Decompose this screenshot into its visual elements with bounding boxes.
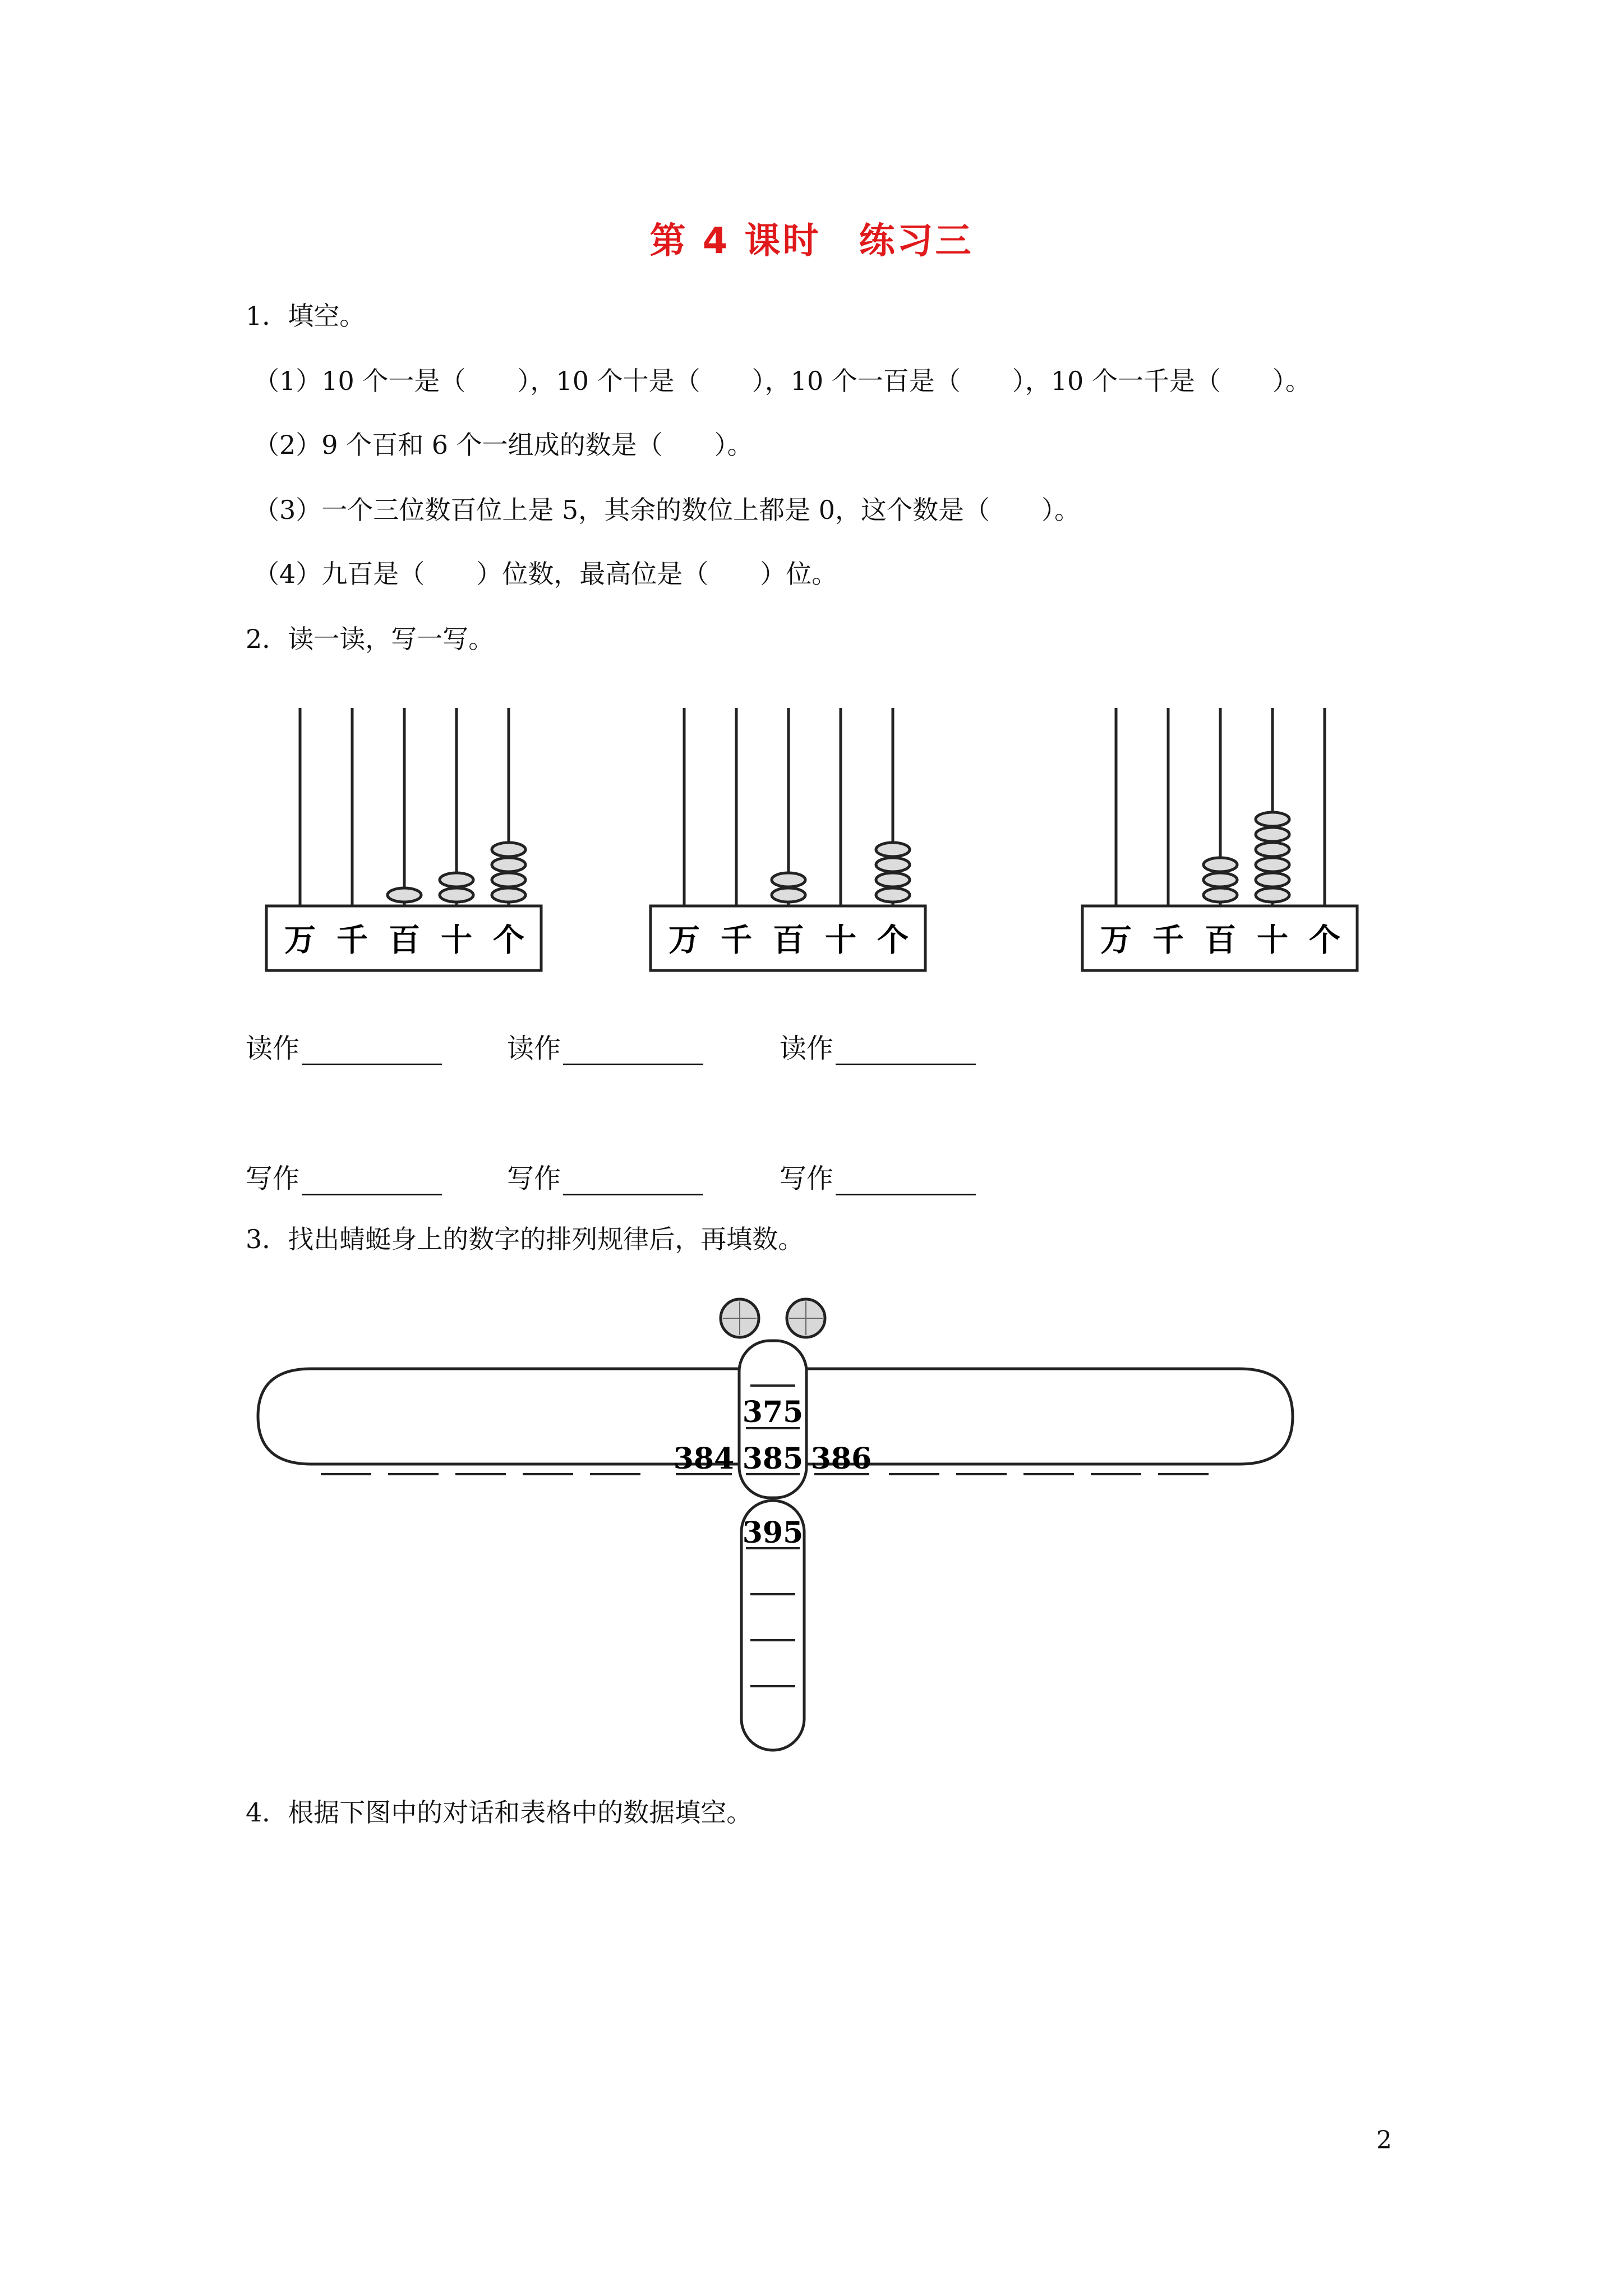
q1-item-2: （2）9 个百和 6 个一组成的数是（ ）。 bbox=[253, 430, 753, 460]
number-bottom: 395 bbox=[742, 1516, 804, 1550]
write-label-2: 写作 bbox=[507, 1157, 703, 1195]
place-label: 十 bbox=[441, 922, 472, 959]
read-blank-3[interactable] bbox=[836, 1039, 976, 1065]
read-label-1: 读作 bbox=[246, 1027, 442, 1065]
place-label: 十 bbox=[825, 922, 856, 959]
abacus-bead bbox=[876, 843, 910, 857]
q1-heading: 1．填空。 bbox=[246, 301, 366, 331]
abacus-bead bbox=[1256, 812, 1289, 826]
abacus-bead bbox=[1204, 888, 1237, 902]
abacus-bead bbox=[388, 888, 421, 902]
place-label: 万 bbox=[668, 922, 700, 959]
write-label-1: 写作 bbox=[246, 1157, 442, 1195]
page-number: 2 bbox=[1376, 2126, 1392, 2155]
dragonfly-diagram bbox=[0, 1279, 1623, 1773]
q4-heading: 4．根据下图中的对话和表格中的数据填空。 bbox=[246, 1797, 753, 1828]
abacus-bead bbox=[1256, 888, 1289, 902]
abacus-bead bbox=[772, 888, 805, 902]
abacus-bead bbox=[1204, 873, 1237, 887]
q1-item-4: （4）九百是（ ）位数，最高位是（ ）位。 bbox=[253, 559, 838, 589]
place-label: 百 bbox=[389, 922, 420, 959]
place-label: 百 bbox=[773, 922, 804, 959]
place-label: 个 bbox=[1309, 922, 1340, 959]
read-label-3: 读作 bbox=[780, 1027, 976, 1065]
abacus-2 bbox=[651, 708, 925, 970]
place-label: 万 bbox=[284, 922, 316, 959]
abacus-bead bbox=[1256, 827, 1289, 841]
place-label: 个 bbox=[877, 922, 909, 959]
write-blank-3[interactable] bbox=[836, 1169, 976, 1195]
q3-heading: 3．找出蜻蜓身上的数字的排列规律后，再填数。 bbox=[246, 1224, 804, 1254]
abacus-bead bbox=[1256, 858, 1289, 872]
place-label: 个 bbox=[493, 922, 524, 959]
read-blank-1[interactable] bbox=[302, 1039, 442, 1065]
abacus-bead bbox=[1256, 873, 1289, 887]
write-label-3: 写作 bbox=[780, 1157, 976, 1195]
place-label: 千 bbox=[336, 922, 368, 959]
read-label-2: 读作 bbox=[507, 1027, 703, 1065]
abacus-bead bbox=[440, 873, 473, 887]
abacus-bead bbox=[1204, 858, 1237, 872]
dragonfly-wing-right bbox=[806, 1369, 1293, 1464]
write-blank-1[interactable] bbox=[302, 1169, 442, 1195]
abacus-1 bbox=[266, 708, 541, 970]
page-title: 第 4 课时 练习三 bbox=[649, 220, 974, 262]
q2-heading: 2．读一读，写一写。 bbox=[246, 624, 495, 654]
abacus-bead bbox=[876, 873, 910, 887]
abacus-bead bbox=[772, 873, 805, 887]
abacus-bead bbox=[492, 858, 525, 872]
number-left: 384 bbox=[673, 1442, 735, 1476]
abacus-3 bbox=[1082, 708, 1357, 970]
place-label: 十 bbox=[1257, 922, 1288, 959]
abacus-bead bbox=[876, 858, 910, 872]
read-blank-2[interactable] bbox=[563, 1039, 703, 1065]
abacus-bead bbox=[440, 888, 473, 902]
q1-item-3: （3）一个三位数百位上是 5，其余的数位上都是 0，这个数是（ ）。 bbox=[253, 495, 1081, 525]
dragonfly-eye-left bbox=[721, 1299, 759, 1337]
abacus-bead bbox=[492, 873, 525, 887]
write-blank-2[interactable] bbox=[563, 1169, 703, 1195]
number-right: 386 bbox=[810, 1442, 872, 1476]
dragonfly-eye-right bbox=[787, 1299, 825, 1337]
abacus-group bbox=[0, 0, 1623, 1010]
dragonfly-wing-left bbox=[258, 1369, 739, 1464]
place-label: 千 bbox=[1152, 922, 1184, 959]
abacus-bead bbox=[876, 888, 910, 902]
place-label: 百 bbox=[1205, 922, 1236, 959]
q1-item-1: （1）10 个一是（ ），10 个十是（ ），10 个一百是（ ），10 个一千是（ ）。 bbox=[253, 366, 1311, 396]
abacus-bead bbox=[492, 888, 525, 902]
abacus-bead bbox=[1256, 843, 1289, 857]
number-center: 385 bbox=[742, 1442, 804, 1476]
place-label: 万 bbox=[1100, 922, 1132, 959]
abacus-bead bbox=[492, 843, 525, 857]
place-label: 千 bbox=[721, 922, 752, 959]
number-top: 375 bbox=[742, 1395, 804, 1429]
